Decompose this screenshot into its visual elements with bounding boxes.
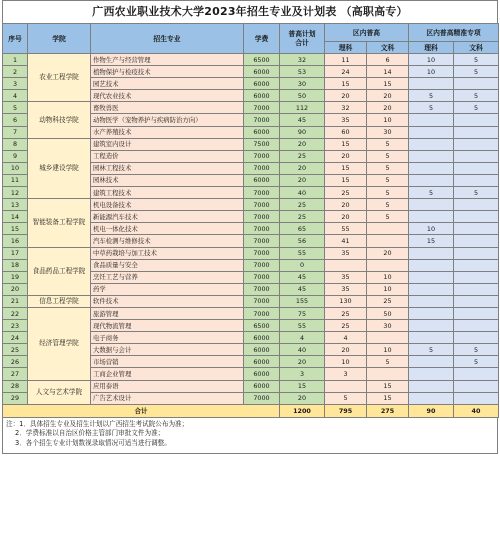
- inner-arts-count: 5: [367, 199, 409, 211]
- row-index: 28: [3, 380, 28, 392]
- tuition-fee: 6000: [244, 332, 280, 344]
- precision-arts-count: [454, 368, 499, 380]
- inner-science-count: 15: [325, 162, 367, 174]
- precision-science-count: [409, 307, 454, 319]
- precision-arts-count: 5: [454, 54, 499, 66]
- precision-arts-count: [454, 223, 499, 235]
- tuition-fee: 7000: [244, 247, 280, 259]
- major-name: 大数据与会计: [91, 344, 244, 356]
- major-name: 中草药栽培与加工技术: [91, 247, 244, 259]
- table-row: [3, 307, 499, 319]
- plan-total: 4: [280, 332, 325, 344]
- precision-science-count: [409, 114, 454, 126]
- inner-arts-count: 6: [367, 54, 409, 66]
- footnote-3: 3．各个招生专业计划数视录取情况可适当进行调整。: [15, 438, 171, 447]
- inner-arts-count: 25: [367, 295, 409, 307]
- row-index: 25: [3, 344, 28, 356]
- precision-science-count: 10: [409, 66, 454, 78]
- precision-science-count: 5: [409, 344, 454, 356]
- precision-arts-count: [454, 307, 499, 319]
- inner-arts-count: 5: [367, 162, 409, 174]
- precision-arts-count: [454, 235, 499, 247]
- major-name: 水产养殖技术: [91, 126, 244, 138]
- precision-science-count: [409, 368, 454, 380]
- precision-science-count: [409, 271, 454, 283]
- plan-total: 15: [280, 380, 325, 392]
- plan-total: 25: [280, 150, 325, 162]
- plan-total: 155: [280, 295, 325, 307]
- row-index: 18: [3, 259, 28, 271]
- row-index: 21: [3, 295, 28, 307]
- admission-plan-sheet: [2, 0, 498, 454]
- tuition-fee: 7000: [244, 114, 280, 126]
- precision-arts-count: [454, 126, 499, 138]
- inner-arts-count: 5: [367, 174, 409, 186]
- inner-science-count: 20: [325, 199, 367, 211]
- tuition-fee: 7500: [244, 138, 280, 150]
- plan-total: 20: [280, 174, 325, 186]
- precision-arts-count: 5: [454, 187, 499, 199]
- totals-row: [3, 404, 499, 417]
- tuition-fee: 7000: [244, 223, 280, 235]
- precision-science-count: [409, 380, 454, 392]
- precision-science-count: 5: [409, 102, 454, 114]
- precision-science-count: 5: [409, 187, 454, 199]
- college-name: 经济管理学院: [28, 307, 91, 380]
- plan-total: 53: [280, 66, 325, 78]
- college-name: 信息工程学院: [28, 295, 91, 307]
- tuition-fee: 7000: [244, 307, 280, 319]
- header-total: [280, 24, 325, 54]
- tuition-fee: 7000: [244, 259, 280, 271]
- inner-science-count: 15: [325, 174, 367, 186]
- inner-science-count: 20: [325, 90, 367, 102]
- plan-total: 20: [280, 392, 325, 404]
- precision-arts-count: [454, 211, 499, 223]
- inner-science-count: 5: [325, 392, 367, 404]
- inner-arts-count: 14: [367, 66, 409, 78]
- row-index: 26: [3, 356, 28, 368]
- tuition-fee: 6000: [244, 90, 280, 102]
- major-name: 药学: [91, 283, 244, 295]
- major-name: 建筑工程技术: [91, 187, 244, 199]
- precision-science-count: 15: [409, 235, 454, 247]
- header-fee: 学费: [244, 24, 280, 54]
- header-precision-group: 区内普高精准专项: [409, 24, 499, 42]
- precision-arts-count: [454, 78, 499, 90]
- precision-arts-count: [454, 392, 499, 404]
- totals-inner-arts: 275: [367, 404, 409, 417]
- inner-science-count: 20: [325, 150, 367, 162]
- row-index: 6: [3, 114, 28, 126]
- inner-arts-count: 15: [367, 392, 409, 404]
- inner-arts-count: 30: [367, 320, 409, 332]
- major-name: 工程造价: [91, 150, 244, 162]
- row-index: 27: [3, 368, 28, 380]
- precision-arts-count: [454, 259, 499, 271]
- tuition-fee: 7000: [244, 392, 280, 404]
- plan-total: 50: [280, 90, 325, 102]
- tuition-fee: 6500: [244, 320, 280, 332]
- precision-arts-count: [454, 295, 499, 307]
- precision-arts-count: [454, 199, 499, 211]
- inner-arts-count: [367, 235, 409, 247]
- inner-arts-count: 5: [367, 150, 409, 162]
- inner-science-count: 11: [325, 54, 367, 66]
- inner-science-count: 41: [325, 235, 367, 247]
- precision-science-count: [409, 150, 454, 162]
- precision-science-count: [409, 78, 454, 90]
- inner-arts-count: 20: [367, 247, 409, 259]
- plan-total: 40: [280, 344, 325, 356]
- precision-science-count: [409, 392, 454, 404]
- precision-science-count: [409, 126, 454, 138]
- tuition-fee: 7000: [244, 150, 280, 162]
- tuition-fee: 6000: [244, 174, 280, 186]
- tuition-fee: 6500: [244, 54, 280, 66]
- major-name: 园艺技术: [91, 78, 244, 90]
- precision-arts-count: [454, 332, 499, 344]
- row-index: 20: [3, 283, 28, 295]
- inner-science-count: 25: [325, 187, 367, 199]
- row-index: 23: [3, 320, 28, 332]
- footnote-1: 注：1．具体招生专业及招生计划以广西招生考试院公布为准；: [6, 419, 189, 428]
- plan-total: 55: [280, 320, 325, 332]
- tuition-fee: 7000: [244, 162, 280, 174]
- table-row: [3, 199, 499, 211]
- plan-total: 56: [280, 235, 325, 247]
- plan-total: 40: [280, 187, 325, 199]
- precision-science-count: [409, 247, 454, 259]
- major-name: 旅游管理: [91, 307, 244, 319]
- plan-total: 20: [280, 356, 325, 368]
- tuition-fee: 6000: [244, 368, 280, 380]
- precision-arts-count: [454, 247, 499, 259]
- inner-science-count: [325, 380, 367, 392]
- row-index: 17: [3, 247, 28, 259]
- major-name: 动物医学（宠物养护与疾病防治方向）: [91, 114, 244, 126]
- precision-arts-count: [454, 271, 499, 283]
- row-index: 29: [3, 392, 28, 404]
- major-name: 应用泰语: [91, 380, 244, 392]
- totals-inner-science: 795: [325, 404, 367, 417]
- plan-total: 55: [280, 247, 325, 259]
- inner-science-count: 55: [325, 223, 367, 235]
- plan-total: 32: [280, 54, 325, 66]
- inner-science-count: 130: [325, 295, 367, 307]
- inner-arts-count: 20: [367, 102, 409, 114]
- tuition-fee: 7000: [244, 295, 280, 307]
- row-index: 19: [3, 271, 28, 283]
- header-precision-arts: 文科: [454, 42, 499, 54]
- row-index: 16: [3, 235, 28, 247]
- inner-arts-count: 50: [367, 307, 409, 319]
- inner-arts-count: [367, 332, 409, 344]
- header-precision-science: 理科: [409, 42, 454, 54]
- row-index: 1: [3, 54, 28, 66]
- inner-science-count: 4: [325, 332, 367, 344]
- major-name: 新能源汽车技术: [91, 211, 244, 223]
- inner-science-count: [325, 259, 367, 271]
- header-index: 序号: [3, 24, 28, 54]
- major-name: 烹饪工艺与营养: [91, 271, 244, 283]
- row-index: 11: [3, 174, 28, 186]
- college-name: 食品药品工程学院: [28, 247, 91, 295]
- college-name: 城乡建设学院: [28, 138, 91, 198]
- inner-science-count: 25: [325, 307, 367, 319]
- inner-science-count: 32: [325, 102, 367, 114]
- precision-science-count: [409, 356, 454, 368]
- inner-arts-count: 10: [367, 283, 409, 295]
- plan-total: 25: [280, 199, 325, 211]
- inner-arts-count: 15: [367, 380, 409, 392]
- precision-science-count: [409, 259, 454, 271]
- inner-science-count: 35: [325, 114, 367, 126]
- precision-arts-count: [454, 114, 499, 126]
- inner-arts-count: [367, 223, 409, 235]
- plan-total: 20: [280, 162, 325, 174]
- precision-arts-count: [454, 162, 499, 174]
- major-name: 电子商务: [91, 332, 244, 344]
- precision-arts-count: [454, 174, 499, 186]
- tuition-fee: 7000: [244, 271, 280, 283]
- precision-science-count: [409, 320, 454, 332]
- plan-total: 0: [280, 259, 325, 271]
- precision-arts-count: [454, 320, 499, 332]
- major-name: 广告艺术设计: [91, 392, 244, 404]
- tuition-fee: 7000: [244, 187, 280, 199]
- tuition-fee: 6000: [244, 126, 280, 138]
- major-name: 畜牧兽医: [91, 102, 244, 114]
- footnote-2: 2．学费标准以自治区价格主管部门审批文件为准；: [15, 429, 165, 438]
- tuition-fee: 6000: [244, 66, 280, 78]
- table-row: [3, 295, 499, 307]
- plan-total: 75: [280, 307, 325, 319]
- admission-plan-table: [2, 23, 499, 418]
- row-index: 5: [3, 102, 28, 114]
- major-name: 食品质量与安全: [91, 259, 244, 271]
- precision-science-count: 10: [409, 54, 454, 66]
- tuition-fee: 6000: [244, 380, 280, 392]
- precision-science-count: [409, 162, 454, 174]
- tuition-fee: 6000: [244, 344, 280, 356]
- major-name: 作物生产与经营管理: [91, 54, 244, 66]
- major-name: 市场营销: [91, 356, 244, 368]
- header-inner-arts: 文科: [367, 42, 409, 54]
- row-index: 24: [3, 332, 28, 344]
- precision-science-count: [409, 211, 454, 223]
- table-row: [3, 102, 499, 114]
- precision-arts-count: 5: [454, 102, 499, 114]
- precision-arts-count: [454, 138, 499, 150]
- inner-science-count: 20: [325, 211, 367, 223]
- header-college: 学院: [28, 24, 91, 54]
- inner-arts-count: 10: [367, 344, 409, 356]
- inner-science-count: 60: [325, 126, 367, 138]
- precision-arts-count: 5: [454, 344, 499, 356]
- inner-arts-count: 10: [367, 271, 409, 283]
- plan-total: 45: [280, 271, 325, 283]
- row-index: 4: [3, 90, 28, 102]
- inner-science-count: 10: [325, 356, 367, 368]
- header-major: 招生专业: [91, 24, 244, 54]
- totals-precision-arts: 40: [454, 404, 499, 417]
- table-header: [3, 24, 499, 54]
- plan-total: 3: [280, 368, 325, 380]
- row-index: 3: [3, 78, 28, 90]
- row-index: 15: [3, 223, 28, 235]
- major-name: 现代农业技术: [91, 90, 244, 102]
- header-inner-group: 区内普高: [325, 24, 409, 42]
- inner-science-count: 20: [325, 344, 367, 356]
- major-name: 园林工程技术: [91, 162, 244, 174]
- table-body: [3, 54, 499, 418]
- plan-total: 90: [280, 126, 325, 138]
- sheet-title: 广西农业职业技术大学2023年招生专业及计划表 （高职高专）: [2, 0, 498, 23]
- inner-arts-count: 5: [367, 356, 409, 368]
- major-name: 机电一体化技术: [91, 223, 244, 235]
- table-row: [3, 380, 499, 392]
- major-name: 建筑室内设计: [91, 138, 244, 150]
- plan-total: 65: [280, 223, 325, 235]
- precision-arts-count: 5: [454, 90, 499, 102]
- plan-total: 20: [280, 138, 325, 150]
- totals-label: 合计: [3, 404, 280, 417]
- inner-arts-count: 5: [367, 138, 409, 150]
- precision-arts-count: [454, 283, 499, 295]
- college-name: 动物科技学院: [28, 102, 91, 138]
- inner-arts-count: 30: [367, 126, 409, 138]
- precision-science-count: 10: [409, 223, 454, 235]
- row-index: 13: [3, 199, 28, 211]
- inner-arts-count: 5: [367, 211, 409, 223]
- college-name: 农业工程学院: [28, 54, 91, 102]
- header-inner-science: 理科: [325, 42, 367, 54]
- precision-science-count: [409, 138, 454, 150]
- major-name: 现代物流管理: [91, 320, 244, 332]
- row-index: 7: [3, 126, 28, 138]
- precision-science-count: [409, 199, 454, 211]
- plan-total: 45: [280, 283, 325, 295]
- precision-arts-count: [454, 150, 499, 162]
- tuition-fee: 6000: [244, 78, 280, 90]
- row-index: 12: [3, 187, 28, 199]
- row-index: 22: [3, 307, 28, 319]
- totals-plan: 1200: [280, 404, 325, 417]
- row-index: 10: [3, 162, 28, 174]
- table-row: [3, 54, 499, 66]
- inner-arts-count: 5: [367, 187, 409, 199]
- major-name: 汽车检测与维修技术: [91, 235, 244, 247]
- plan-total: 30: [280, 78, 325, 90]
- tuition-fee: 7000: [244, 211, 280, 223]
- inner-arts-count: 20: [367, 90, 409, 102]
- precision-science-count: 5: [409, 90, 454, 102]
- tuition-fee: 7000: [244, 102, 280, 114]
- row-index: 2: [3, 66, 28, 78]
- table-row: [3, 138, 499, 150]
- precision-science-count: [409, 174, 454, 186]
- tuition-fee: 6000: [244, 356, 280, 368]
- precision-arts-count: 5: [454, 356, 499, 368]
- plan-total: 45: [280, 114, 325, 126]
- plan-total: 112: [280, 102, 325, 114]
- row-index: 14: [3, 211, 28, 223]
- row-index: 8: [3, 138, 28, 150]
- tuition-fee: 7000: [244, 199, 280, 211]
- tuition-fee: 7000: [244, 235, 280, 247]
- header-total-top: 普高计划: [288, 29, 316, 38]
- major-name: 软件技术: [91, 295, 244, 307]
- totals-precision-science: 90: [409, 404, 454, 417]
- inner-science-count: 35: [325, 271, 367, 283]
- precision-arts-count: 5: [454, 66, 499, 78]
- college-name: 智能装备工程学院: [28, 199, 91, 247]
- precision-science-count: [409, 332, 454, 344]
- precision-arts-count: [454, 380, 499, 392]
- table-row: [3, 247, 499, 259]
- precision-science-count: [409, 283, 454, 295]
- inner-science-count: 25: [325, 320, 367, 332]
- inner-arts-count: [367, 259, 409, 271]
- major-name: 工商企业管理: [91, 368, 244, 380]
- header-total-bottom: 合计: [295, 38, 309, 47]
- inner-science-count: 24: [325, 66, 367, 78]
- inner-science-count: 15: [325, 78, 367, 90]
- footnotes: [2, 418, 498, 454]
- inner-arts-count: 10: [367, 114, 409, 126]
- major-name: 园林技术: [91, 174, 244, 186]
- major-name: 机电设备技术: [91, 199, 244, 211]
- row-index: 9: [3, 150, 28, 162]
- plan-total: 25: [280, 211, 325, 223]
- precision-science-count: [409, 295, 454, 307]
- inner-science-count: 3: [325, 368, 367, 380]
- major-name: 植物保护与检疫技术: [91, 66, 244, 78]
- tuition-fee: 7000: [244, 283, 280, 295]
- inner-arts-count: 15: [367, 78, 409, 90]
- inner-arts-count: [367, 368, 409, 380]
- inner-science-count: 15: [325, 138, 367, 150]
- inner-science-count: 35: [325, 283, 367, 295]
- college-name: 人文与艺术学院: [28, 380, 91, 404]
- inner-science-count: 35: [325, 247, 367, 259]
